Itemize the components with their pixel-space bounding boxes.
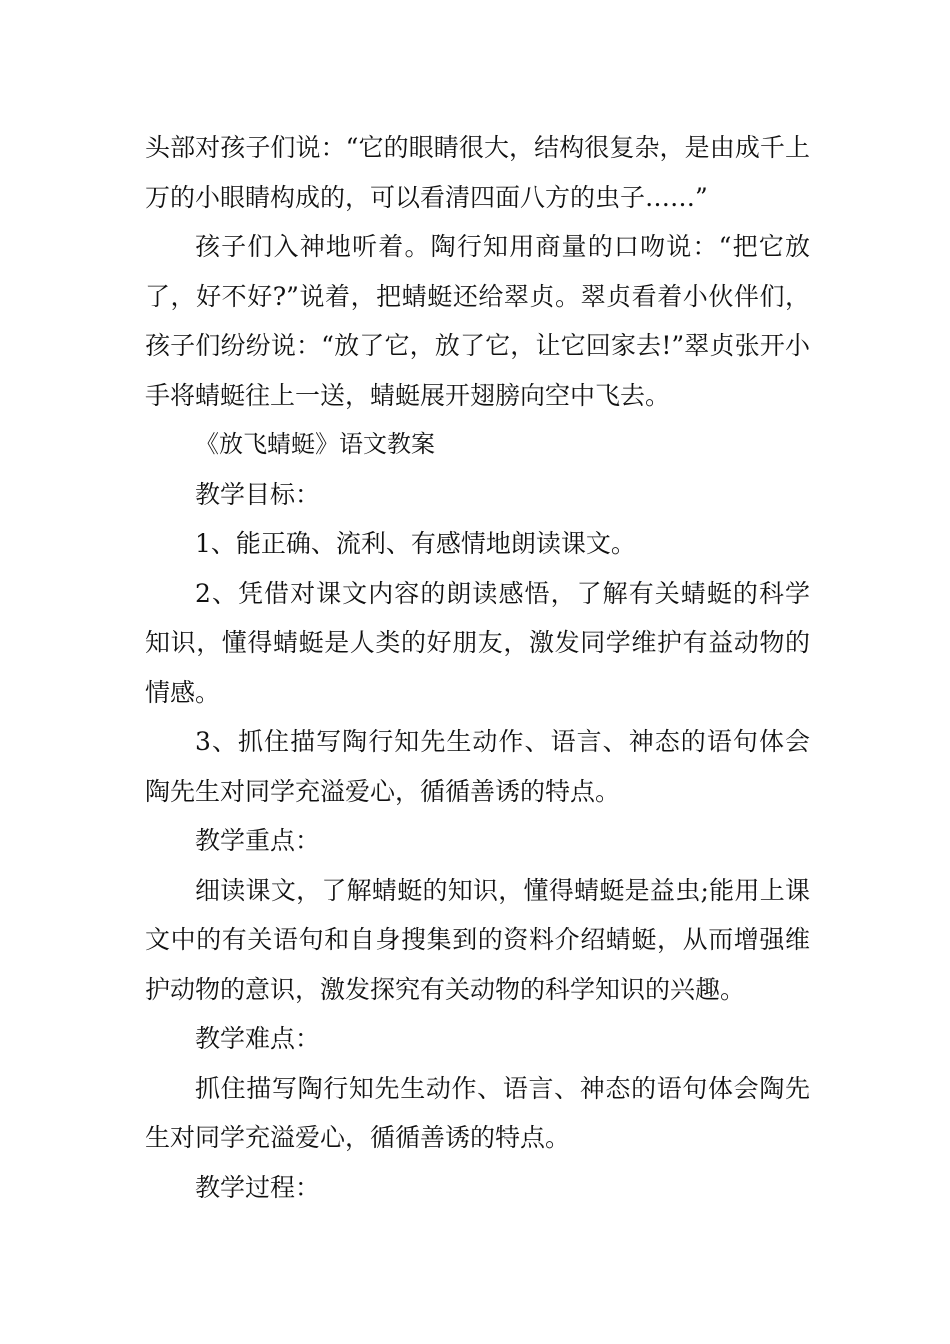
paragraph-release-dragonfly: 孩子们入神地听着。陶行知用商量的口吻说：“把它放了，好不好?”说着，把蜻蜓还给翠贞。翠贞看着小伙伴们，孩子们纷纷说：“放了它，放了它，让它回家去!”翠贞张开小手将蜻蜓往上一送，蜻蜓展开翅膀向空中飞去。 — [145, 232, 810, 410]
heading-teaching-difficulty: 教学难点： — [195, 1024, 321, 1053]
lesson-plan-title: 《放飞蜻蜓》语文教案 — [195, 430, 435, 458]
document-page — [145, 123, 810, 1212]
goal-item-2: 2、凭借对课文内容的朗读感悟，了解有关蜻蜓的科学知识，懂得蜻蜓是人类的好朋友，激发同学维护有益动物的情感。 — [145, 578, 810, 707]
goal-item-3: 3、抓住描写陶行知先生动作、语言、神态的语句体会陶先生对同学充溢爱心，循循善诱的特点。 — [145, 727, 810, 806]
paragraph-teaching-difficulty: 抓住描写陶行知先生动作、语言、神态的语句体会陶先生对同学充溢爱心，循循善诱的特点。 — [145, 1073, 810, 1152]
heading-teaching-goals: 教学目标： — [195, 479, 321, 509]
heading-teaching-process: 教学过程： — [195, 1172, 321, 1202]
heading-teaching-focus: 教学重点： — [195, 826, 321, 855]
paragraph-teaching-focus: 细读课文，了解蜻蜓的知识，懂得蜻蜓是益虫;能用上课文中的有关语句和自身搜集到的资料介绍蜻蜓，从而增强维护动物的意识，激发探究有关动物的科学知识的兴趣。 — [145, 875, 810, 1004]
paragraph-continued-quote: 头部对孩子们说：“它的眼睛很大，结构很复杂，是由成千上万的小眼睛构成的，可以看清四面八方的虫子……” — [145, 133, 810, 212]
goal-item-1: 1、能正确、流利、有感情地朗读课文。 — [195, 529, 636, 558]
